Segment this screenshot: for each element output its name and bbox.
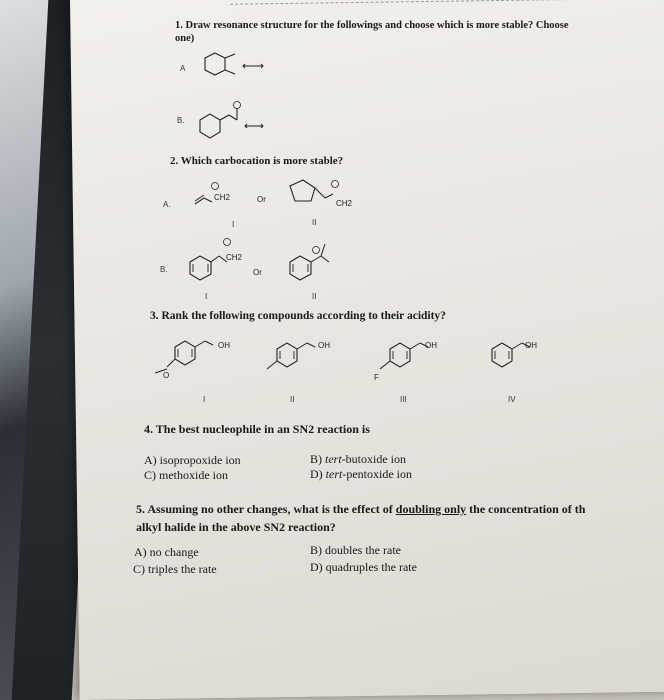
q2-roman-a-i: I (232, 220, 235, 229)
q1-text: 1. Draw resonance structure for the followings and choose which is more stable? Choose (175, 20, 569, 31)
q3-ii-oh: OH (318, 341, 330, 350)
q1-option-a-label: A (180, 64, 186, 73)
q2-option-b-label: B. (160, 265, 168, 274)
q3-text: 3. Rank the following compounds according to their acidity? (150, 310, 446, 322)
q3-i-o-label: O (163, 371, 170, 380)
q3-i-oh: OH (218, 341, 230, 350)
q3-iii-f: F (374, 373, 379, 382)
q3-roman-ii: II (290, 395, 295, 404)
q2-structure-b-ii (285, 236, 355, 281)
q2-a-or: Or (257, 195, 266, 204)
q5-text-cont: alkyl halide in the above SN2 reaction? (136, 520, 336, 534)
q3-iv-oh: OH (525, 341, 537, 350)
q4-option-a: A) isopropoxide ion (144, 453, 241, 467)
q5-text: 5. Assuming no other changes, what is the effect of doubling only the concentration of th (136, 502, 586, 516)
q4-text: 4. The best nucleophile in an SN2 reaction is (144, 422, 370, 436)
q2-roman-b-ii: II (312, 292, 317, 301)
q5-option-c: C) triples the rate (133, 562, 217, 576)
q2-b-or: Or (253, 268, 262, 277)
q5-option-b: B) doubles the rate (310, 543, 401, 557)
q1-structure-a (195, 52, 275, 82)
q1-structure-b (195, 100, 275, 140)
q3-compound-iv (480, 335, 550, 380)
q5-option-d: D) quadruples the rate (310, 560, 417, 574)
q5-option-a: A) no change (134, 545, 199, 559)
q2-option-a-label: A. (163, 200, 171, 209)
q2-a-ch2-label: CH2 (214, 193, 231, 202)
q3-iii-oh: OH (425, 341, 437, 350)
q2-text: 2. Which carbocation is more stable? (170, 155, 344, 167)
top-dashed-line (230, 0, 664, 5)
q2-a-ii-ch2-label: CH2 (336, 199, 353, 208)
q4-option-d: D) tert-pentoxide ion (310, 467, 412, 481)
q2-roman-b-i: I (205, 292, 208, 301)
q3-roman-iv: IV (508, 395, 516, 404)
q2-b-ch2-label: CH2 (226, 253, 243, 262)
q2-roman-a-ii: II (312, 218, 317, 227)
q4-option-c: C) methoxide ion (144, 468, 228, 482)
q3-compound-iii (370, 335, 450, 385)
q1-text-cont: one) (175, 33, 195, 44)
q3-roman-i: I (203, 395, 206, 404)
q3-roman-iii: III (400, 395, 407, 404)
q1-option-b-label: B. (177, 116, 185, 125)
q4-option-b: B) tert-butoxide ion (310, 452, 406, 466)
